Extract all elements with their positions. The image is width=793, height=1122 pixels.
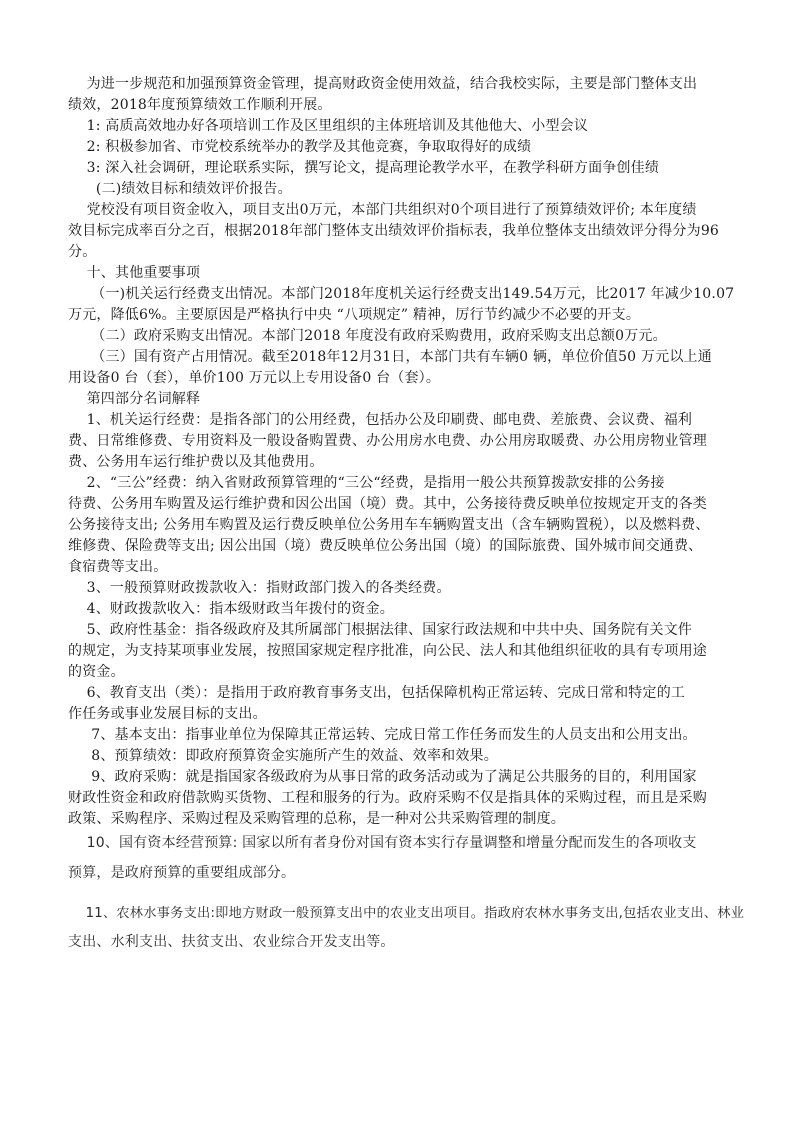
text-line: 用设备0 台（套），单价100 万元以上专用设备0 台（套）。 xyxy=(68,370,441,386)
text-line: 8、预算绩效：即政府预算资金实施所产生的效益、效率和效果。 xyxy=(68,748,498,764)
text-line: 5、政府性基金：指各级政府及其所属部门根据法律、国家行政法规和中共中央、国务院有关文件 xyxy=(68,622,693,638)
text-line: 6、教育支出（类）：是指用于政府教育事务支出，包括保障机构正常运转、完成日常和特定的工 xyxy=(68,685,686,701)
text-line: 待费、公务用车购置及运行维护费和因公出国（境）费。其中，公务接待费反映单位按规定开支的各类 xyxy=(68,496,707,512)
text-line: 1: 高质高效地办好各项培训工作及区里组织的主体班培训及其他他大、小型会议 xyxy=(68,118,589,134)
text-line: 7、基本支出：指事业单位为保障其正常运转、完成日常工作任务而发生的人员支出和公用支出。 xyxy=(68,727,697,743)
text-line: 预算，是政府预算的重要组成部分。 xyxy=(68,865,296,881)
text-line: 绩效，2018年度预算绩效工作顺利开展。 xyxy=(68,97,332,113)
text-line: 第四部分名词解释 xyxy=(68,391,201,407)
text-line: 支出、水利支出、扶贫支出、农业综合开发支出等。 xyxy=(68,934,395,950)
text-line: 公务接待支出; 公务用车购置及运行费反映单位公务用车车辆购置支出（含车辆购置税），以及燃料费、 xyxy=(68,517,710,533)
text-line: 10、国有资本经营预算: 国家以所有者身份对国有资本实行存量调整和增量分配而发生的各项收支 xyxy=(68,835,697,851)
definition-10-block xyxy=(68,828,748,888)
text-line: 财政性资金和政府借款购买货物、工程和服务的行为。政府采购不仅是指具体的采购过程，而且是采购 xyxy=(68,790,707,806)
text-line: （三）国有资产占用情况。截至2018年12月31日，本部门共有车辆0 辆，单位价值50 万元以上通 xyxy=(68,349,712,365)
text-line: 2、“三公”经费：纳入省财政预算管理的“三公“经费，是指用一般公共预算拨款安排的公务接 xyxy=(68,475,665,491)
definition-11-block xyxy=(68,900,748,956)
main-text-block xyxy=(68,74,748,830)
text-line: 万元，降低6%。主要原因是严格执行中央 “八项规定” 精神，厉行节约减少不必要的开支。 xyxy=(68,307,641,323)
text-line: 分。 xyxy=(68,244,97,260)
text-line: 为进一步规范和加强预算资金管理，提高财政资金使用效益，结合我校实际，主要是部门整体支出 xyxy=(68,76,698,92)
text-line: 1、机关运行经费：是指各部门的公用经费，包括办公及印刷费、邮电费、差旅费、会议费、福利 xyxy=(68,412,693,428)
text-line: 3: 深入社会调研，理论联系实际，撰写论文，提高理论教学水平，在教学科研方面争创佳绩 xyxy=(68,160,660,176)
text-line: 效目标完成率百分之百，根据2018年部门整体支出绩效评价指标表，我单位整体支出绩效评分得分为96 xyxy=(68,223,720,239)
text-line: 政策、采购程序、采购过程及采购管理的总称，是一种对公共采购管理的制度。 xyxy=(68,811,565,827)
text-line: 党校没有项目资金收入，项目支出0万元，本部门共组织对0个项目进行了预算绩效评价; 本年度绩 xyxy=(68,202,697,218)
text-line: （一)机关运行经费支出情况。本部门2018年度机关运行经费支出149.54万元，比2017 年减少10.07 xyxy=(68,286,735,302)
text-line: 费、日常维修费、专用资料及一般设备购置费、办公用房水电费、办公用房取暖费、办公用房物业管理 xyxy=(68,433,707,449)
text-line: (二)绩效目标和绩效评价报告。 xyxy=(68,181,292,197)
text-line: 十、其他重要事项 xyxy=(68,265,201,281)
text-line: 费、公务用车运行维护费以及其他费用。 xyxy=(68,454,324,470)
text-line: 3、一般预算财政拨款收入：指财政部门拨入的各类经费。 xyxy=(68,580,451,596)
text-line: 维修费、保险费等支出; 因公出国（境）费反映单位公务出国（境）的国际旅费、国外城市间交通费、 xyxy=(68,538,703,554)
text-line: 9、政府采购：就是指国家各级政府为从事日常的政务活动或为了满足公共服务的目的，利用国家 xyxy=(68,769,697,785)
text-line: 的规定，为支持某项事业发展，按照国家规定程序批准，向公民、法人和其他组织征收的具有专项用途 xyxy=(68,643,707,659)
text-line: 的资金。 xyxy=(68,664,125,680)
text-line: 4、财政拨款收入：指本级财政当年拨付的资金。 xyxy=(68,601,394,617)
text-line: 作任务或事业发展目标的支出。 xyxy=(68,706,267,722)
text-line: 11、农林水事务支出:即地方财政一般预算支出中的农业支出项目。指政府农林水事务支出,包括农业支出、林业 xyxy=(68,906,745,921)
text-line: 食宿费等支出。 xyxy=(68,559,168,575)
text-line: 2: 积极参加省、市党校系统举办的教学及其他竞赛，争取取得好的成绩 xyxy=(68,139,532,155)
text-line: （二）政府采购支出情况。本部门2018 年度没有政府采购费用，政府采购支出总额0万元。 xyxy=(68,328,667,344)
